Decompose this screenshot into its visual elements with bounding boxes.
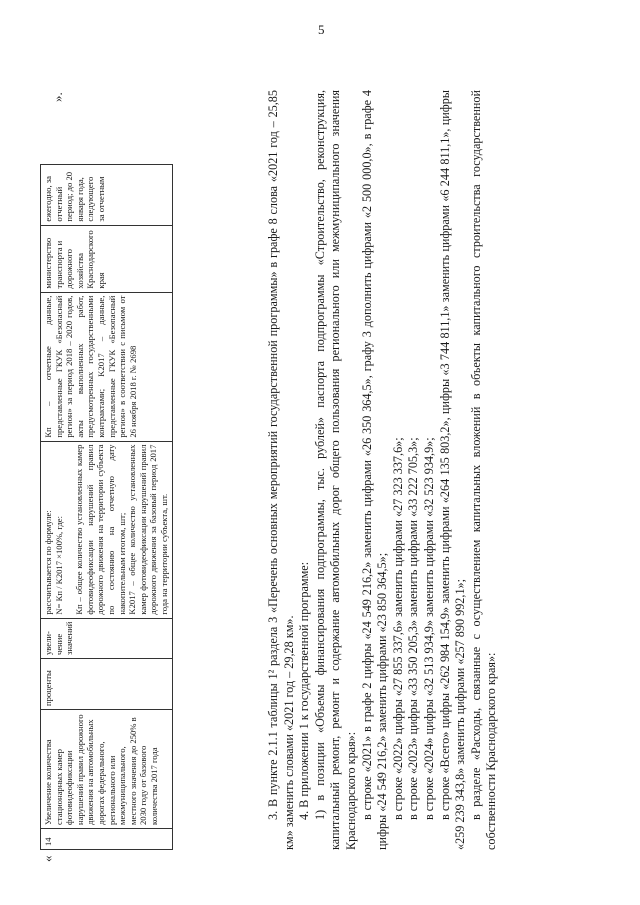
row-number: 14	[41, 829, 173, 850]
closing-quote: ».	[50, 92, 65, 102]
paragraph: в строке «2024» цифры «32 513 934,9» заменить цифрами «32 523 934,9»;	[421, 437, 436, 820]
paragraph: в строке «2021» в графе 2 цифры «24 549 216,2» заменить цифрами «26 350 364,5», графу 3 дополнить цифрами «2 500 000,0», в графе 4 цифры «24 549 216,2» заменить цифрами «23 850 364,5»;	[359, 90, 390, 850]
rotated-page-content	[40, 60, 610, 862]
page-number: 5	[318, 22, 325, 37]
paragraph: в строке «2022» цифры «27 855 337,6» заменить цифрами «27 323 337,6»;	[390, 437, 405, 820]
reporting-period: ежегодно, за отчетный период; до 20 января года, следующего за отчетным	[41, 164, 173, 225]
indicators-table	[40, 164, 173, 850]
calc-k2017-definition: K2017 – общее количество установленных камер фотовидеофиксации нарушений правил дорожного движения за базовый период 2017 года на территории субъекта, шт.	[127, 444, 169, 615]
paragraph: в строке «Всего» цифры «262 984 154,9» заменить цифрами «264 135 803,2», цифры «3 744 811,1» заменить цифрами «6 244 811,1», цифры «259 239 343,8» заменить цифрами «257 890 992,1»;	[437, 90, 468, 850]
data-source: Кп – отчетные данные, представленные ГКУК «Безопасный регион» за период 2018 – 2020 годов, акты выполненных работ, предусмотренных государственными контрактами; K2017 – данные, представленные ГКУК «Безопасный регион» в соответствии с письмом от 26 ноября 2018 г. № 2698	[41, 292, 173, 441]
amendment-text	[266, 90, 500, 850]
direction-cell: увели-чение значений	[41, 618, 173, 658]
paragraph: 3. В пункте 2.1.1 таблицы 1² раздела 3 «Перечень основных мероприятий государственной программы» в графе 8 слова «2021 год – 25,85 км» заменить словами «2021 год – 29,28 км».	[266, 90, 296, 850]
unit-cell: проценты	[41, 659, 173, 710]
calc-formula: N= Кп / K2017 ×100%, где:	[53, 515, 64, 615]
responsible-body: министерство транспорта и дорожного хозяйства Краснодарского края	[41, 225, 173, 292]
paragraph: в разделе «Расходы, связанные с осуществлением капитальных вложений в объекты капитального строительства государственной собственности Краснодарского края»:	[468, 90, 499, 850]
calculation-method	[41, 441, 173, 618]
opening-quote: «	[40, 855, 55, 862]
calc-kp-definition: Кп – общее количество установленных камер фотовидеофиксации нарушений правил дорожного движения на территории субъекта по состоянию на отчетную дату накопительным итогом, шт;	[74, 444, 127, 615]
paragraph: 4. В приложении 1 к государственной программе:	[297, 561, 312, 820]
table-row	[41, 164, 173, 849]
indicator-name: Увеличение количества стационарных камер фотовидеофиксации нарушений правил дорожного движения на автомобильных дорогах федерального, регионального или межмуниципального, местного значения до 250% в 2030 году от базового количества 2017 года	[41, 710, 173, 829]
calc-intro: рассчитывается по формуле:	[43, 510, 53, 615]
paragraph: в строке «2023» цифры «33 350 205,3» заменить цифрами «33 222 705,3»;	[406, 437, 421, 820]
paragraph: 1) в позиции «Объемы финансирования подпрограммы, тыс. рублей» паспорта подпрограммы «Строительство, реконструкция, капитальный ремонт, ремонт и содержание автомобильных дорог общего пользования регионального или межмуниципального значения Краснодарского края»:	[312, 90, 358, 850]
